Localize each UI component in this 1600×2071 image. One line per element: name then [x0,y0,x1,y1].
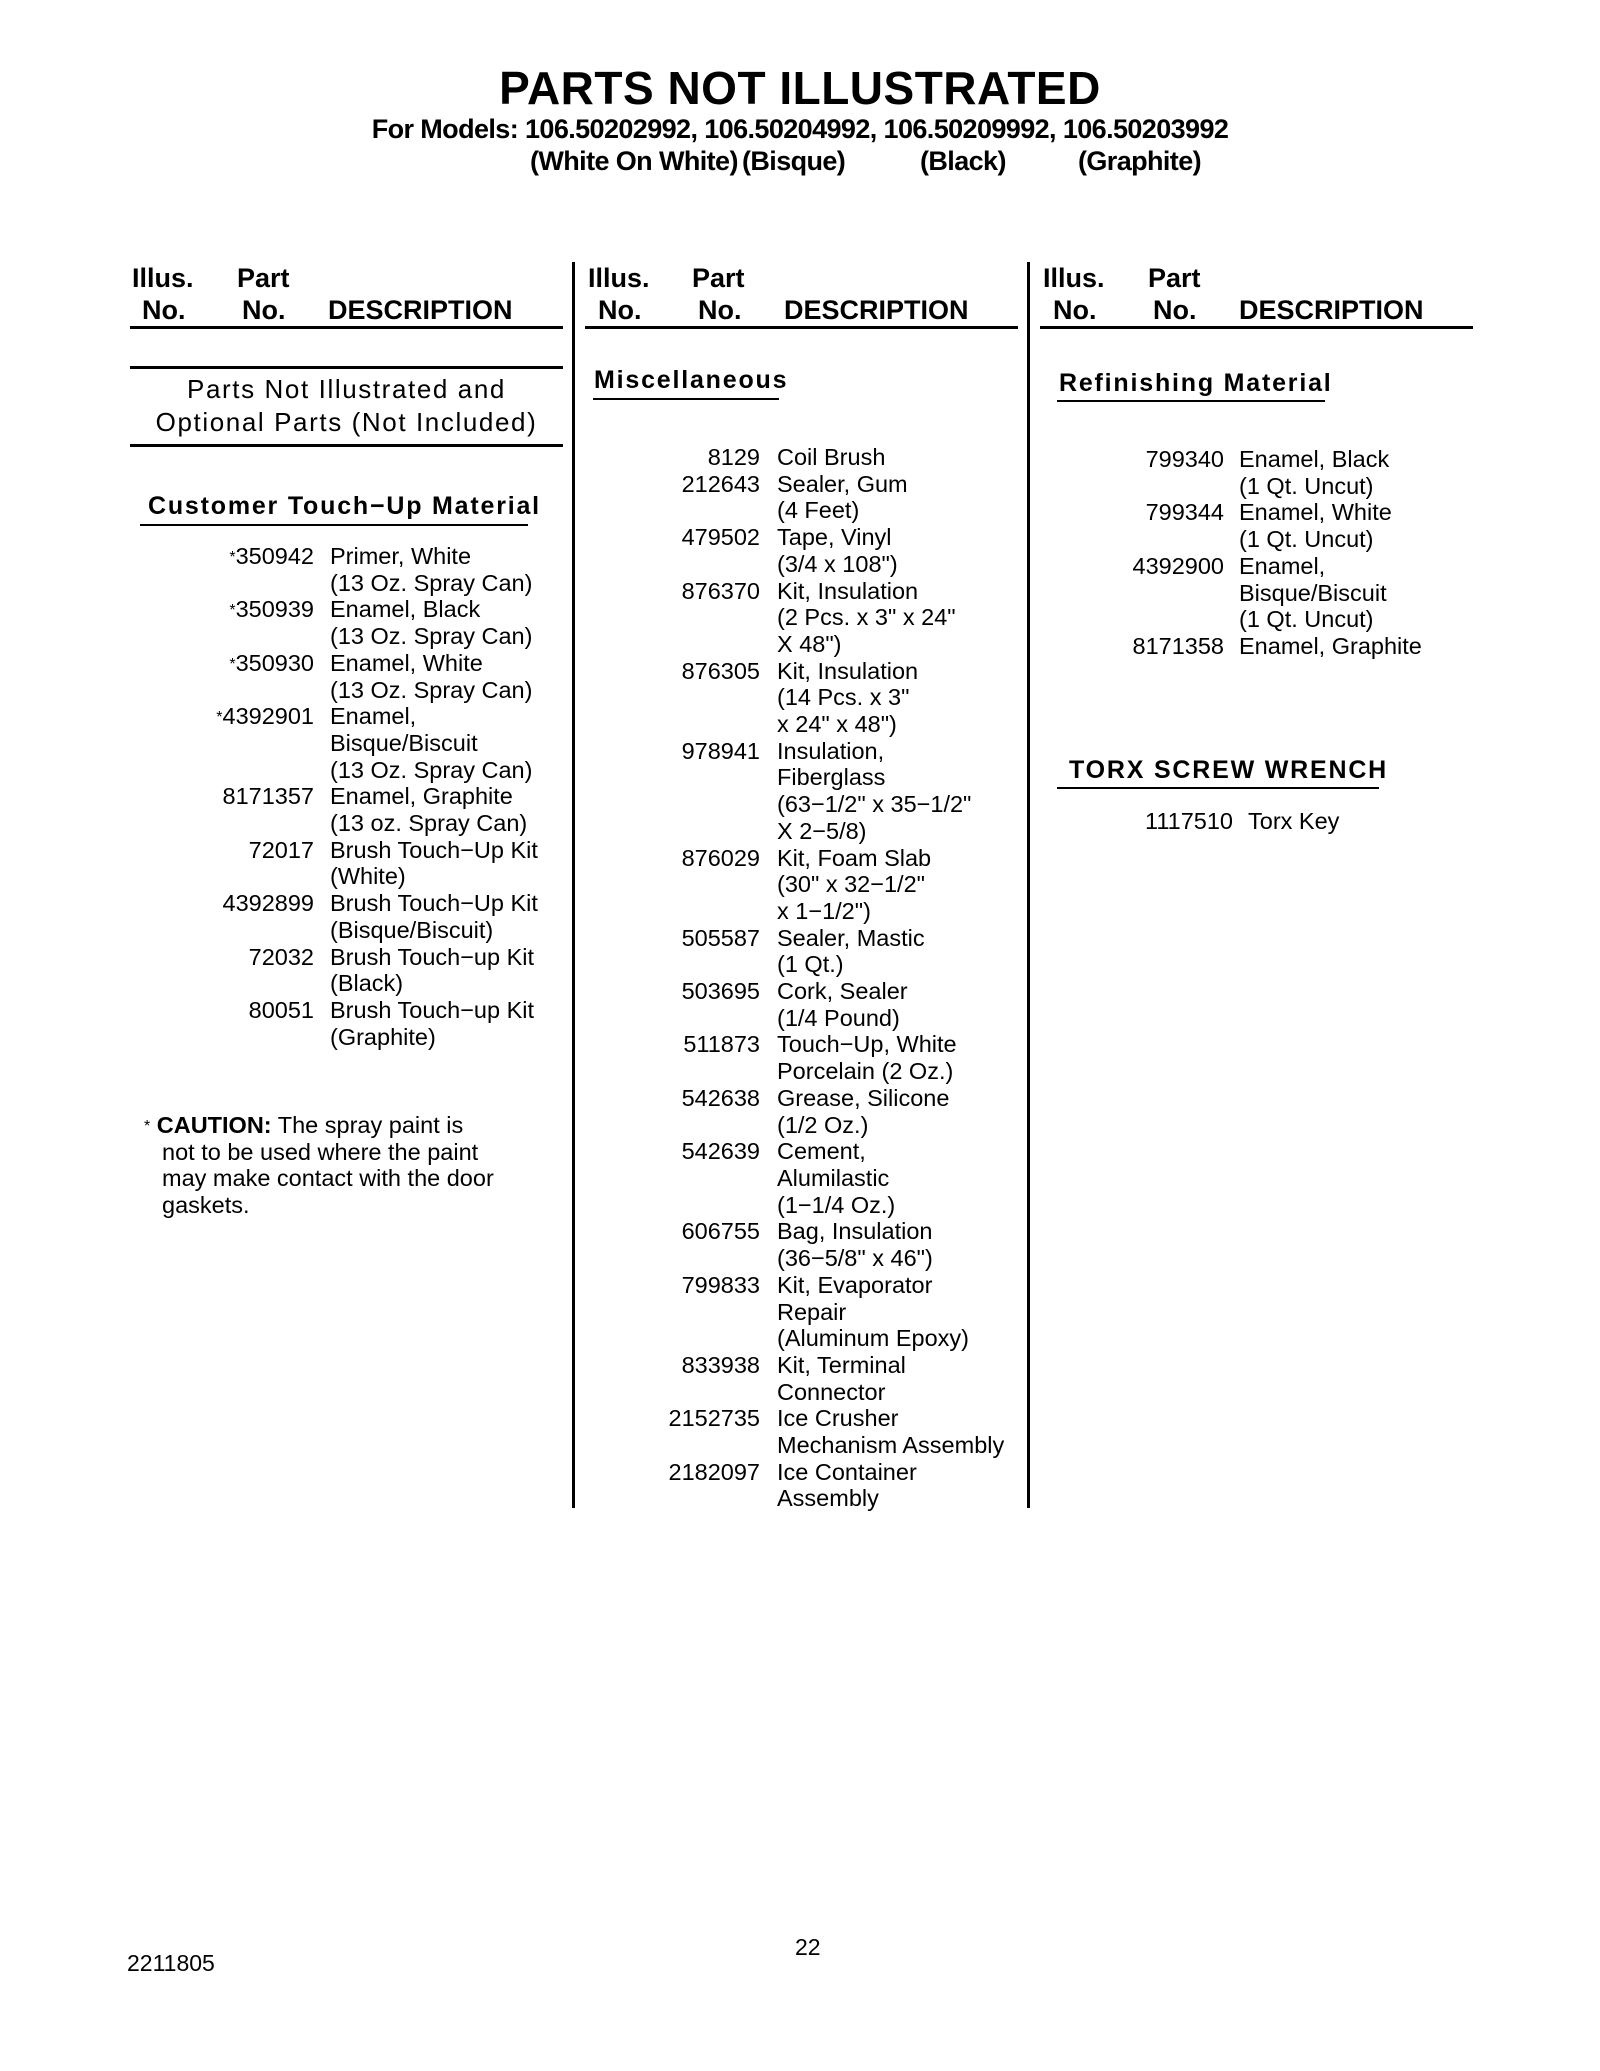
part-number [150,650,314,703]
section-refinishing-heading: Refinishing Material [1059,369,1333,397]
part-number [150,997,314,1050]
part-row [600,1085,1004,1138]
illus-no-header: No. [1053,295,1097,325]
part-row [600,925,1004,978]
intro-line-2: Optional Parts (Not Included) [155,407,538,437]
part-description [330,543,532,596]
part-description [330,837,538,890]
part-number-text: 978941 [681,737,760,764]
document-number: 2211805 [127,1950,215,1976]
part-row [600,1138,1004,1218]
description-line: (Graphite) [330,1023,436,1050]
part-number-text: 876305 [681,657,760,684]
header-rule [585,326,1018,329]
part-description [777,845,931,925]
description-line: Grease, Silicone [777,1084,950,1111]
part-number [600,925,760,978]
part-description [777,1031,957,1084]
part-description [777,1352,906,1405]
description-header: DESCRIPTION [328,295,513,325]
description-line: (1 Qt. Uncut) [1239,526,1374,553]
part-number-text: 80051 [248,996,314,1023]
part-row [150,783,538,836]
header-rule [1040,326,1473,329]
caution-line-2: not to be used where the paint [162,1138,479,1165]
part-description [777,1459,917,1512]
description-line: Cement, [777,1138,866,1165]
part-number-text: 350939 [235,596,314,623]
part-number [150,837,314,890]
part-row [150,997,538,1050]
part-number-text: 4392899 [222,890,314,917]
part-number [600,738,760,845]
part-number [1055,446,1224,499]
description-line: Kit, Insulation [777,577,919,604]
description-line: (1/4 Pound) [777,1004,900,1031]
intro-line-1: Parts Not Illustrated and [187,374,506,404]
part-number [150,944,314,997]
part-row [600,738,1004,845]
intro-bottom-rule [130,444,563,447]
part-number-text: 212643 [681,470,760,497]
caution-line-4: gaskets. [162,1192,250,1219]
part-row [150,596,538,649]
part-row [150,650,538,703]
part-no-header: No. [1153,295,1197,325]
description-line: (Aluminum Epoxy) [777,1325,969,1352]
description-line: Enamel, Graphite [1239,632,1422,659]
part-row [600,845,1004,925]
part-number [600,1352,760,1405]
section-refinishing-rule [1057,400,1325,402]
part-number-text: 503695 [681,978,760,1005]
part-number-text: 350930 [235,649,314,676]
asterisk-marker: * [216,709,223,727]
part-number [600,524,760,577]
description-line: X 48") [777,630,842,657]
part-number [600,1405,760,1458]
description-line: (13 oz. Spray Can) [330,810,528,837]
intro-top-rule [130,366,563,369]
section-misc-heading: Miscellaneous [594,366,789,394]
part-number-text: 8171358 [1132,632,1224,659]
part-description [777,1085,949,1138]
part-row [600,1031,1004,1084]
part-number-text: 799833 [681,1271,760,1298]
asterisk-marker: * [229,655,236,673]
description-line: (13 Oz. Spray Can) [330,623,533,650]
part-number-text: 479502 [681,524,760,551]
section-touchup-rule [140,524,528,526]
description-line: Enamel, White [1239,499,1392,526]
part-row [150,837,538,890]
description-line: Bag, Insulation [777,1218,933,1245]
asterisk-marker: * [229,549,236,566]
part-number-text: 876029 [681,844,760,871]
asterisk-marker: * [229,602,236,620]
description-line: (Bisque/Biscuit) [330,916,494,943]
part-row [600,444,1004,471]
part-description [777,471,908,524]
part-description [777,524,898,577]
part-header: Part [237,263,290,293]
description-line: Tape, Vinyl [777,524,892,551]
description-line: Mechanism Assembly [777,1432,1005,1459]
part-description [777,1405,1004,1458]
caution-note [144,1112,494,1219]
description-line: x 24" x 48") [777,711,897,738]
part-number [600,1138,760,1218]
part-row [150,703,538,783]
part-number [600,444,760,471]
description-line: Connector [777,1378,886,1405]
part-row [1055,808,1339,835]
description-line: (1 Qt.) [777,951,844,978]
finish-graphite: (Graphite) [1078,146,1202,176]
section-touchup-heading: Customer Touch−Up Material [148,492,541,520]
refinishing-parts-list [1055,446,1422,660]
part-description [777,1272,969,1352]
description-line: x 1−1/2") [777,897,871,924]
part-description [777,578,956,658]
part-description [1239,446,1389,499]
description-line: Enamel, White [330,649,483,676]
part-description [330,890,538,943]
part-number-text: 4392901 [222,703,314,730]
part-description [777,1138,895,1218]
description-line: (2 Pcs. x 3" x 24" [777,604,956,631]
illus-header: Illus. [132,263,194,293]
description-line: Enamel, Black [330,596,481,623]
part-number [1055,808,1233,835]
part-description [777,1218,933,1271]
part-description [1239,499,1392,552]
part-number-text: 833938 [681,1351,760,1378]
description-line: Coil Brush [777,444,886,470]
description-line: Kit, Insulation [777,657,919,684]
part-description [777,978,908,1031]
description-line: (3/4 x 108") [777,550,898,577]
description-line: (13 Oz. Spray Can) [330,676,533,703]
part-row [600,578,1004,658]
part-row [600,1459,1004,1512]
part-number [150,703,314,783]
description-line: Assembly [777,1485,879,1512]
part-number [150,783,314,836]
description-line: (13 Oz. Spray Can) [330,756,533,783]
misc-parts-list [600,444,1004,1512]
touchup-parts-list [150,543,538,1050]
finish-bisque: (Bisque) [742,146,846,176]
description-header: DESCRIPTION [1239,295,1424,325]
part-row [1055,553,1422,633]
part-number-text: 799340 [1145,446,1224,472]
description-line: Enamel, Graphite [330,783,513,810]
caution-label: CAUTION: [156,1112,272,1138]
part-no-header: No. [698,295,742,325]
part-number [600,1031,760,1084]
illus-no-header: No. [598,295,642,325]
column-divider-2 [1027,262,1030,1508]
caution-line-3: may make contact with the door [162,1165,494,1192]
description-line: Sealer, Mastic [777,924,925,951]
part-number-text: 8129 [707,444,760,470]
part-number [1055,633,1224,660]
section-torx-rule [1057,787,1379,789]
part-description [330,596,532,649]
description-line: (1/2 Oz.) [777,1111,869,1138]
part-number [600,1272,760,1352]
part-description [330,944,534,997]
part-number [600,1085,760,1138]
description-line: Ice Container [777,1458,917,1485]
part-description [777,658,918,738]
description-line: (4 Feet) [777,497,860,524]
part-description [330,703,532,783]
part-row [150,543,538,596]
description-line: Porcelain (2 Oz.) [777,1058,954,1085]
model-numbers: For Models: 106.50202992, 106.50204992, 106.50209992, 106.50203992 [371,114,1229,144]
part-row [150,890,538,943]
part-row [600,524,1004,577]
part-number-text: 2182097 [668,1458,760,1485]
part-number [150,890,314,943]
description-line: (1 Qt. Uncut) [1239,606,1374,633]
description-line: Alumilastic [777,1164,890,1191]
part-row [600,1272,1004,1352]
part-row [600,1405,1004,1458]
section-torx-heading: TORX SCREW WRENCH [1069,756,1389,784]
description-line: Ice Crusher [777,1405,899,1432]
description-line: (63−1/2" x 35−1/2" [777,791,972,818]
description-line: Kit, Evaporator [777,1271,933,1298]
part-number-text: 505587 [681,924,760,951]
description-line: Enamel, Black [1239,446,1390,472]
description-line: Bisque/Biscuit [330,729,478,756]
part-row [1055,499,1422,552]
description-line: Cork, Sealer [777,978,908,1005]
torx-parts-list [1055,808,1339,835]
description-line: (14 Pcs. x 3" [777,684,910,711]
part-description [777,444,885,471]
description-line: (1−1/4 Oz.) [777,1191,896,1218]
part-number-text: 511873 [683,1031,760,1058]
part-number [600,578,760,658]
description-line: Brush Touch−Up Kit [330,836,538,863]
part-number [600,845,760,925]
part-row [150,944,538,997]
part-description [1239,553,1387,633]
finish-black: (Black) [920,146,1006,176]
part-number [600,978,760,1031]
part-number [600,1459,760,1512]
part-row [600,1218,1004,1271]
part-row [1055,633,1422,660]
part-number-text: 8171357 [222,783,314,810]
part-number-text: 4392900 [1132,552,1224,579]
part-number-text: 876370 [681,577,760,604]
description-line: Fiberglass [777,764,886,791]
description-line: Touch−Up, White [777,1031,957,1058]
part-no-header: No. [242,295,286,325]
part-number-text: 350942 [235,543,314,569]
part-number-text: 542638 [681,1084,760,1111]
description-line: Kit, Foam Slab [777,844,932,871]
part-number-text: 606755 [681,1218,760,1245]
description-line: Enamel, [330,703,417,730]
illus-header: Illus. [1043,263,1105,293]
description-line: (30" x 32−1/2" [777,871,925,898]
part-number [150,543,314,596]
page-number: 22 [795,1934,821,1960]
caution-asterisk: * [144,1118,151,1135]
description-line: Bisque/Biscuit [1239,579,1387,606]
description-line: (36−5/8" x 46") [777,1245,933,1272]
description-line: (White) [330,863,406,890]
description-line: (13 Oz. Spray Can) [330,569,533,596]
description-line: X 2−5/8) [777,817,867,844]
description-line: (Black) [330,970,404,997]
part-number [150,596,314,649]
part-description [777,925,925,978]
part-row [600,658,1004,738]
description-line: Primer, White [330,543,472,569]
caution-line-1: The spray paint is [271,1112,464,1138]
part-number-text: 72017 [248,836,314,863]
illus-header: Illus. [588,263,650,293]
description-line: Enamel, [1239,552,1326,579]
part-number [1055,553,1224,633]
part-number-text: 542639 [681,1138,760,1165]
part-number-text: 1117510 [1145,808,1233,834]
column-divider-1 [572,262,575,1508]
part-number-text: 799344 [1145,499,1224,526]
description-line: Brush Touch−up Kit [330,943,535,970]
description-line: Repair [777,1298,847,1325]
part-number-text: 2152735 [668,1405,760,1432]
section-misc-rule [593,398,779,400]
part-description [330,997,534,1050]
part-number [600,658,760,738]
description-line: Kit, Terminal [777,1351,906,1378]
description-line: Torx Key [1248,808,1340,834]
description-line: Brush Touch−up Kit [330,996,535,1023]
finish-white-on-white: (White On White) [530,146,738,176]
part-description [777,738,971,845]
part-description [1248,808,1339,835]
description-line: Brush Touch−Up Kit [330,890,538,917]
part-number-text: 72032 [248,943,314,970]
header-rule [130,326,563,329]
part-row [600,471,1004,524]
part-row [1055,446,1422,499]
part-header: Part [1148,263,1201,293]
part-header: Part [692,263,745,293]
description-line: Insulation, [777,737,885,764]
illus-no-header: No. [142,295,186,325]
part-row [600,978,1004,1031]
part-description [330,650,532,703]
description-line: Sealer, Gum [777,470,908,497]
page-title: PARTS NOT ILLUSTRATED [499,62,1101,114]
part-description [330,783,527,836]
part-number [600,1218,760,1271]
part-number [1055,499,1224,552]
description-header: DESCRIPTION [784,295,969,325]
part-row [600,1352,1004,1405]
part-description [1239,633,1422,660]
part-number [600,471,760,524]
description-line: (1 Qt. Uncut) [1239,472,1374,499]
